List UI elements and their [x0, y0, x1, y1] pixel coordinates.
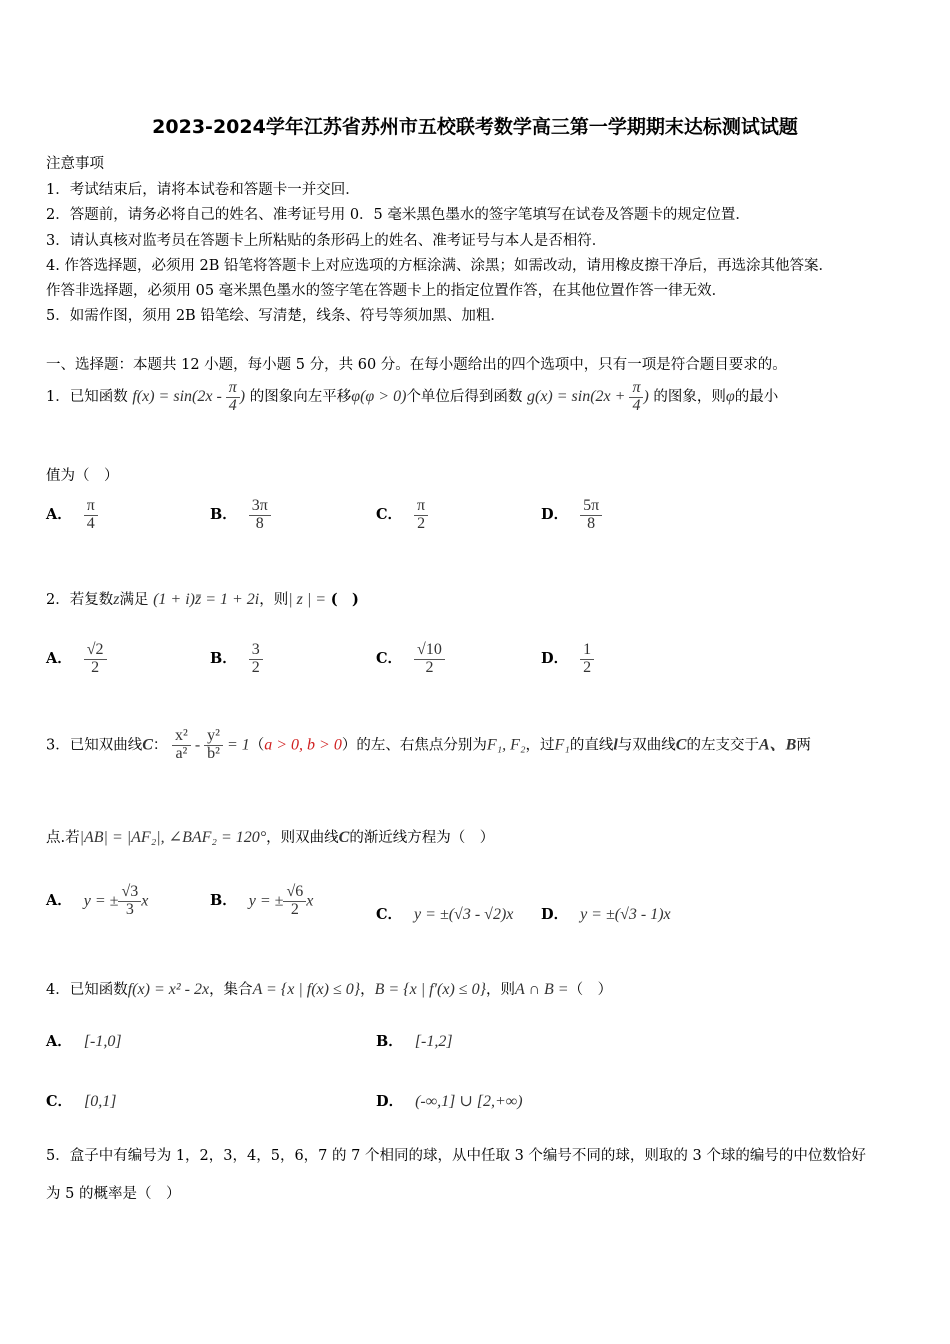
question-4: [46, 978, 612, 999]
question-5-cont: 为 5 的概率是（ ）: [46, 1186, 181, 1202]
q4-text: ，集合: [209, 982, 253, 998]
q4-option-b[interactable]: B． [-1,2]: [376, 1033, 453, 1050]
notice-item: 作答非选择题，必须用 05 毫米黑色墨水的签字笔在答题卡上的指定位置作答，在其他位置作答一律无效．: [46, 283, 727, 299]
q4-option-d[interactable]: D． (-∞,1] ∪ [2,+∞): [376, 1093, 523, 1110]
section-heading: 一、选择题：本题共 12 小题，每小题 5 分，共 60 分。在每小题给出的四个选项中，只有一项是符合题目要求的。: [46, 357, 787, 373]
q1-option-b[interactable]: B． $\frac{3\pi}{8}$: [210, 498, 271, 533]
notice-item: 5．如需作图，须用 2B 铅笔绘、写清楚，线条、符号等须加黑、加粗．: [46, 308, 505, 324]
q2-z: z: [113, 591, 120, 608]
q1-phi: φ: [725, 387, 735, 405]
question-1: [46, 380, 778, 415]
notice-item: 1．考试结束后，请将本试卷和答题卡一并交回．: [46, 182, 360, 198]
question-2: [46, 588, 359, 609]
q3-f1: F₁: [554, 736, 570, 754]
q4-f: f(x) = x² - 2x: [127, 981, 210, 998]
q1-text: 1．已知函数: [46, 388, 128, 405]
q3-option-b[interactable]: B． y = ± $\frac{√6}{2}$ x: [210, 883, 314, 918]
notice-item: 2．答题前，请务必将自己的姓名、准考证号用 0．5 毫米黑色墨水的签字笔填写在试卷及答题卡的规定位置．: [46, 207, 750, 223]
q4-option-c[interactable]: C． [0,1]: [46, 1093, 117, 1110]
q3-ab: A、B: [758, 736, 797, 754]
q3-c: C: [142, 736, 153, 754]
q3-text: ，则双曲线: [266, 830, 339, 846]
q2-text: 满足: [119, 592, 149, 608]
question-3: 3．已知双曲线C： $\frac{\text{x²}}{\text{a²}}$ - $\frac{\text{y²}}{\text{b²}}$ = 1（a > 0, b > 0）的左、右焦点分别为F₁, F₂，过F₁的直线l与双曲线C的左支交于A、B两: [46, 727, 811, 762]
q3-text: ，过: [525, 737, 555, 754]
q2-abs: | z | =: [288, 591, 327, 608]
q2-option-b[interactable]: B． $\frac{3}{2}$: [210, 642, 263, 677]
q2-text: 2．若复数: [46, 592, 114, 608]
question-5: 5．盒子中有编号为 1，2，3，4，5，6，7 的 7 个相同的球，从中任取 3 个编号不同的球，则取的 3 个球的编号的中位数恰好: [46, 1148, 866, 1164]
q4-option-a[interactable]: A． [-1,0]: [46, 1033, 122, 1050]
page-title: 2023-2024学年江苏省苏州市五校联考数学高三第一学期期末达标测试试题: [152, 116, 798, 138]
q2-option-a[interactable]: A． $\frac{√2}{2}$: [46, 642, 107, 677]
q3-l: l: [613, 736, 618, 754]
q2-text: ，则: [259, 592, 289, 608]
q1-g-formula: g(x) = sin(2x + $\frac{\pi}{4}$ ): [527, 379, 649, 414]
q4-set-a: A = {x | f(x) ≤ 0}: [252, 981, 361, 998]
q4-text: ，则: [485, 982, 515, 998]
q1-text: 的图象向左平移: [249, 388, 352, 405]
q4-text: 4．已知函数: [46, 982, 128, 998]
notice-heading: 注意事项: [46, 156, 104, 172]
q3-c: C: [675, 736, 687, 754]
q3-y-fraction: $\frac{\text{y²}}{\text{b²}}$: [204, 728, 223, 763]
q1-option-a[interactable]: A． $\frac{\pi}{4}$: [46, 498, 98, 533]
q3-x-fraction: $\frac{\text{x²}}{\text{a²}}$: [172, 728, 191, 763]
q3-text: 的渐近线方程为（ ）: [349, 830, 495, 846]
q1-text: 个单位后得到函数: [406, 388, 523, 405]
q3-text: 与双曲线: [617, 737, 676, 754]
q3-text: 的左支交于: [686, 737, 759, 754]
q3-minus: -: [190, 736, 205, 754]
q1-f-formula: f(x) = sin(2x - $\frac{\pi}{4}$ ): [132, 379, 246, 414]
q4-text: （ ）: [568, 982, 613, 998]
q3-text: 的左、右焦点分别为: [356, 737, 487, 754]
notice-item: 4. 作答选择题，必须用 2B 铅笔将答题卡上对应选项的方框涂满、涂黑；如需改动，请用橡皮擦干净后，再选涂其他答案．: [46, 258, 834, 274]
q1-text: 的最小: [734, 388, 779, 405]
q1-phi: φ(φ > 0): [351, 387, 407, 405]
q1-text: 的图象，则: [653, 388, 726, 405]
q4-text: ，: [360, 982, 375, 998]
q3-foci: F₁, F₂: [486, 736, 526, 754]
q3-eq: = 1: [222, 736, 250, 754]
q2-option-d[interactable]: D． $\frac{1}{2}$: [541, 642, 594, 677]
q1-option-c[interactable]: C． $\frac{\pi}{2}$: [376, 498, 428, 533]
q1-text: 值为（ ）: [46, 468, 119, 484]
q2-option-c[interactable]: C． $\frac{√10}{2}$: [376, 642, 445, 677]
q4-intersection: A ∩ B =: [514, 981, 569, 998]
q4-set-b: B = {x | f′(x) ≤ 0}: [374, 981, 486, 998]
question-3-cont: [46, 826, 494, 847]
q3-option-d[interactable]: D． y = ±(√3 - 1)x: [541, 906, 671, 923]
q3-text: 点.若: [46, 830, 80, 846]
q3-text: 的直线: [569, 737, 614, 754]
q3-condition: a > 0, b > 0: [264, 736, 342, 754]
q2-blank: ( ): [330, 591, 359, 608]
q3-text: ：: [152, 737, 168, 754]
notice-item: 3．请认真核对监考员在答题卡上所粘贴的条形码上的姓名、准考证号与本人是否相符．: [46, 233, 607, 249]
q3-text: 3．已知双曲线: [46, 737, 143, 754]
q3-condition-2: |AB| = |AF₂|, ∠BAF₂ = 120°: [79, 829, 267, 846]
q3-option-c[interactable]: C． y = ±(√3 - √2)x: [376, 906, 514, 923]
q3-option-a[interactable]: A． y = ± $\frac{√3}{3}$ x: [46, 883, 149, 918]
q3-text: 两: [796, 737, 811, 754]
q3-c: C: [338, 829, 350, 846]
q1-option-d[interactable]: D． $\frac{5\pi}{8}$: [541, 498, 602, 533]
q2-equation: (1 + i)z̄ = 1 + 2i: [153, 591, 260, 608]
